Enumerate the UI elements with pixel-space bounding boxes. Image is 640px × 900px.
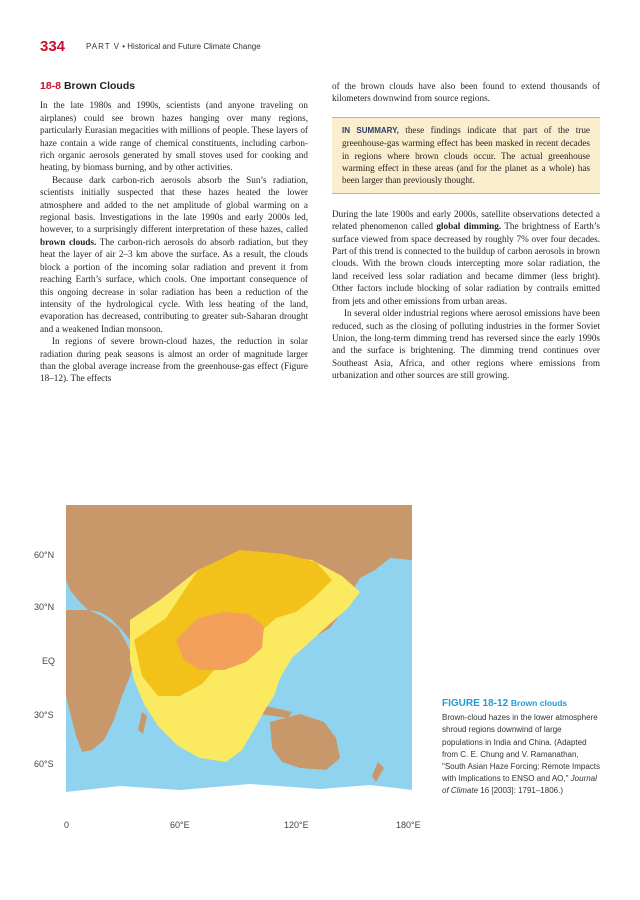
section-heading <box>40 80 308 92</box>
lat-label-30s: 30°S <box>34 710 54 720</box>
text-run: The brightness of Earth’s surface viewed from space decreased by roughly 7% over four decades. Part of this trend is connected to the buildup of carbon aerosols in brown clouds. With the brown clouds intercepting more solar radiation, the land received less solar radiation and became dimmer (less bright). Other factors include blocking of solar radiation by contrails emitted from jets and other emissions from urban areas. <box>332 221 600 306</box>
caption-text: Brown-cloud hazes in the lower atmosphere shroud regions downwind of large populations in India and China. (Adapted from C. E. Chung and V. Ramanathan, "South Asian Haze Forcing: Remote Impacts with Implications to ENSO and AO," <box>442 713 601 784</box>
lon-label-60e: 60°E <box>170 820 190 830</box>
part-title: Historical and Future Climate Change <box>127 42 261 51</box>
map-svg <box>30 500 430 830</box>
text-run: Because dark carbon-rich aerosols absorb the Sun’s radiation, scientists initially suspected that these hazes heated the lower atmosphere and added to the net amplitude of global warming on a regional basis. Investigations in the late 1990s and early 2000s led, however, to a surprisingly different interpretation of these hazes, called <box>40 174 308 235</box>
text-run: The carbon-rich aerosols do absorb radiation, but they heat the layer of air 2–3 km above the surface. As a result, the clouds block a portion of the incoming solar radiation and prevent it from reaching Earth’s surface, which cools. One important consequence of this ongoing decrease in solar radiation has been a reduction of the intensity of the hydrological cycle. With less heating of the land, evaporation has decreased, contributing to greater sub-Saharan drought and a weakened Indian monsoon. <box>40 236 308 334</box>
paragraph <box>40 174 308 335</box>
antarctica-land <box>66 784 412 820</box>
lon-label-180e: 180°E <box>396 820 421 830</box>
right-column <box>332 80 600 382</box>
summary-text: these findings indicate that part of the true greenhouse-gas warming effect has been masked in recent decades in regions where brown clouds occur. The actual greenhouse warming effect in these areas (and for the planet as a whole) has been larger than previously thought. <box>342 124 591 186</box>
lat-label-eq: EQ <box>42 656 56 666</box>
summary-box <box>332 117 600 194</box>
lat-label-60s: 60°S <box>34 759 54 769</box>
lon-label-0: 0 <box>64 820 70 830</box>
section-number: 18-8 <box>40 80 62 92</box>
text-run: During the late 1900s and early 2000s, satellite observations detected a related phenomenon called <box>332 208 600 232</box>
part-label: PART V <box>86 42 121 51</box>
caption-journal: Journal of Climate <box>442 774 597 796</box>
running-head: PART V • Historical and Future Climate Change <box>86 42 261 51</box>
paragraph: In regions of severe brown-cloud hazes, the reduction in solar radiation during peak seasons is almost an order of magnitude larger than the global average increase from the greenhouse-gas effect (Figure 18–12). The effects <box>40 336 308 384</box>
lat-label-30n: 30°N <box>34 602 55 612</box>
lon-label-120e: 120°E <box>284 820 309 830</box>
page-number: 334 <box>40 38 66 55</box>
caption-title: Brown clouds <box>510 698 568 708</box>
running-header <box>40 38 600 60</box>
key-term: brown clouds. <box>40 236 97 247</box>
figure-caption <box>442 697 602 798</box>
lat-label-60n: 60°N <box>34 550 55 560</box>
paragraph: In the late 1980s and 1990s, scientists (and anyone traveling on airplanes) could see brown hazes hanging over many regions, particularly Eurasian megacities with millions of people. These layers of haze contain a wide range of chemical constituents, including carbon-rich organic aerosols generated by small stoves used for cooking and heating, by biomass burning, and by other activities. <box>40 100 308 173</box>
caption-end: 16 [2003]: 1791–1806.) <box>478 786 563 796</box>
key-term: global dimming. <box>436 221 502 232</box>
section-title: Brown Clouds <box>63 80 136 92</box>
summary-lead: IN SUMMARY, <box>342 125 399 135</box>
paragraph: of the brown clouds have also been found to extend thousands of kilometers downwind from source regions. <box>332 81 600 104</box>
caption-number: FIGURE 18-12 <box>442 698 509 709</box>
brown-clouds-map <box>30 500 430 830</box>
left-column <box>40 80 308 385</box>
paragraph <box>332 208 600 307</box>
paragraph: In several older industrial regions where aerosol emissions have been reduced, such as the closing of polluting industries in the former Soviet Union, the long-term dimming trend has reversed since the early 1990s and the surface is brightening. The dimming trend continues over Southeast Asia, Africa, and other regions where emissions from urbanization and other sources are still growing. <box>332 308 600 381</box>
caption-heading <box>442 697 602 710</box>
